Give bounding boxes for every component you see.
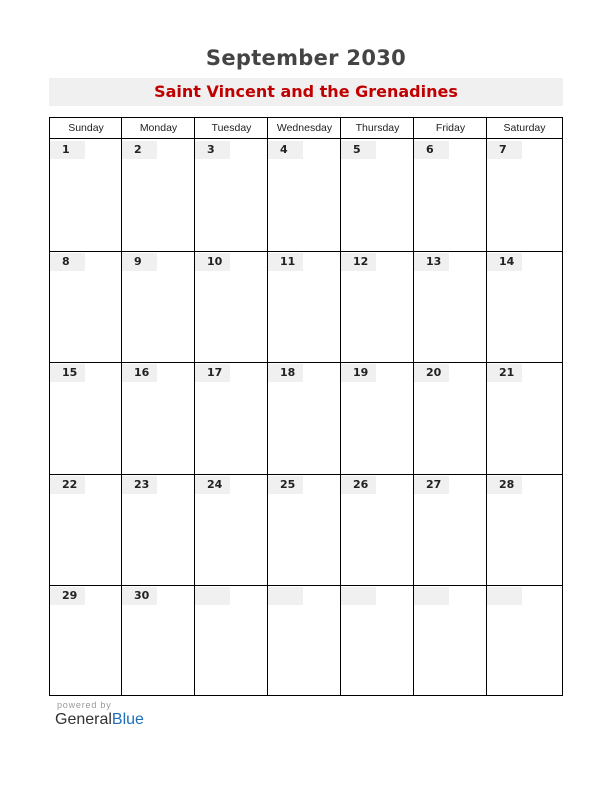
day-number-box [414,476,449,494]
powered-by-label: powered by [57,700,112,710]
day-number: 3 [207,143,215,156]
day-number-box [50,253,85,271]
day-cell[interactable] [487,362,561,473]
day-cell[interactable] [268,362,340,473]
day-number-box [268,253,303,271]
day-number-box [50,476,85,494]
day-number: 8 [62,255,70,268]
weekday-label: Wednesday [276,122,333,134]
day-number-box [487,364,522,382]
day-number-box [122,253,157,271]
day-number: 5 [353,143,361,156]
day-cell[interactable] [414,139,486,250]
day-cell[interactable] [195,474,267,585]
day-number-box [50,141,85,159]
day-cell[interactable] [487,474,561,585]
day-cell[interactable] [268,474,340,585]
footer [55,700,144,729]
day-number: 19 [353,366,369,379]
brand-logo[interactable] [55,711,144,729]
day-cell[interactable] [414,251,486,362]
day-number-box [195,364,230,382]
day-number-box [122,364,157,382]
day-cell[interactable] [195,585,267,696]
day-number: 12 [353,255,369,268]
day-cell[interactable] [414,474,486,585]
day-cell[interactable] [414,585,486,696]
day-cell[interactable] [341,251,413,362]
day-number-box [268,364,303,382]
day-number-box [487,141,522,159]
day-cell[interactable] [268,139,340,250]
day-number-box [122,476,157,494]
day-number: 1 [62,143,70,156]
day-number-box [487,253,522,271]
country-name: Saint Vincent and the Grenadines [154,82,458,101]
day-number: 27 [426,478,442,491]
day-number: 10 [207,255,223,268]
day-number-box [487,476,522,494]
day-number-box [50,587,85,605]
day-number: 4 [280,143,288,156]
day-number-box [341,141,376,159]
day-cell[interactable] [122,474,194,585]
day-number-box [341,587,376,605]
day-cell[interactable] [268,585,340,696]
weekday-label: Thursday [355,122,400,134]
day-number-box [195,141,230,159]
day-cell[interactable] [122,585,194,696]
day-cell[interactable] [195,362,267,473]
weekday-label: Friday [435,122,466,134]
day-cell[interactable] [122,251,194,362]
day-number-box [268,141,303,159]
day-number: 7 [499,143,507,156]
day-number-box [414,141,449,159]
day-number: 22 [62,478,78,491]
day-number-box [414,253,449,271]
day-number-box [487,587,522,605]
day-cell[interactable] [50,474,121,585]
day-number-box [122,587,157,605]
day-number: 20 [426,366,442,379]
day-cell[interactable] [341,139,413,250]
day-number: 23 [134,478,150,491]
day-cell[interactable] [122,139,194,250]
day-cell[interactable] [195,139,267,250]
day-cell[interactable] [50,251,121,362]
day-number: 17 [207,366,223,379]
day-cell[interactable] [50,362,121,473]
day-cell[interactable] [341,585,413,696]
day-number: 29 [62,589,78,602]
day-cell[interactable] [414,362,486,473]
day-number-box [195,476,230,494]
day-number: 2 [134,143,142,156]
day-number: 15 [62,366,78,379]
weekday-label: Monday [139,122,178,134]
day-number: 25 [280,478,296,491]
day-number-box [414,587,449,605]
day-number-box [50,364,85,382]
day-number: 13 [426,255,442,268]
day-number: 18 [280,366,296,379]
day-number: 30 [134,589,150,602]
day-cell[interactable] [268,251,340,362]
day-cell[interactable] [341,474,413,585]
day-number: 11 [280,255,296,268]
day-number: 16 [134,366,150,379]
day-number-box [268,476,303,494]
country-banner [49,78,563,106]
day-cell[interactable] [487,139,561,250]
weekday-label: Saturday [503,122,546,134]
day-cell[interactable] [487,251,561,362]
day-number-box [341,253,376,271]
brand-general-text: General [55,711,112,728]
weekday-label: Tuesday [211,122,252,134]
day-number-box [122,141,157,159]
calendar-grid [49,117,563,696]
page-title: September 2030 [205,46,407,70]
day-number: 28 [499,478,515,491]
day-number: 26 [353,478,369,491]
brand-blue-text: Blue [111,711,144,728]
day-number: 9 [134,255,142,268]
day-cell[interactable] [122,362,194,473]
day-cell[interactable] [50,585,121,696]
day-number-box [195,587,230,605]
day-cell[interactable] [341,362,413,473]
day-number-box [195,253,230,271]
day-number-box [341,364,376,382]
day-cell[interactable] [195,251,267,362]
day-cell[interactable] [487,585,561,696]
day-number: 14 [499,255,515,268]
day-number-box [341,476,376,494]
day-number-box [414,364,449,382]
weekday-label: Sunday [68,122,104,134]
day-number: 6 [426,143,434,156]
day-number: 24 [207,478,223,491]
day-number: 21 [499,366,515,379]
day-number-box [268,587,303,605]
day-cell[interactable] [50,139,121,250]
